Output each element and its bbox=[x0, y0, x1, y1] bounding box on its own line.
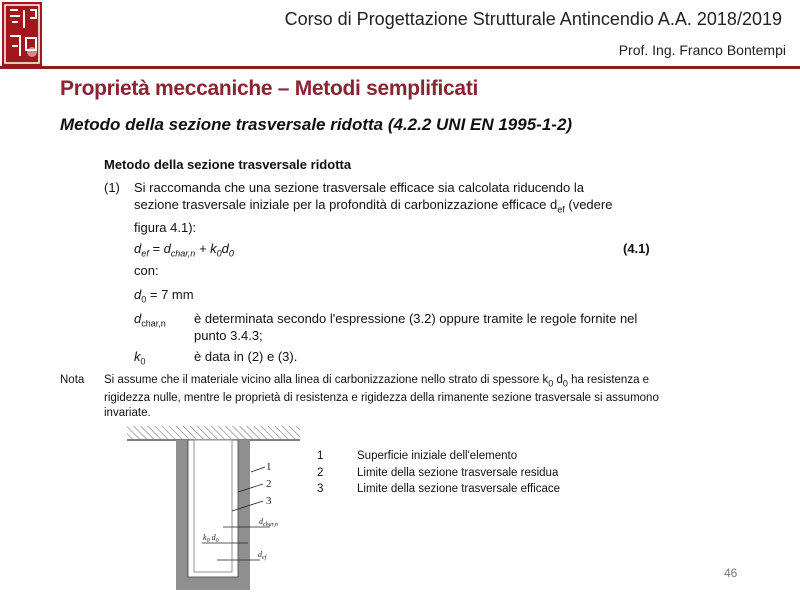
professor-name: Prof. Ing. Franco Bontempi bbox=[618, 42, 786, 58]
figure-label-2: 2 bbox=[266, 478, 272, 490]
legend-item bbox=[317, 465, 560, 482]
line: è determinata secondo l'espressione (3.2) oppure tramite le regole fornite nel bbox=[194, 311, 638, 326]
text: sezione trasversale iniziale per la profondità di carbonizzazione efficace d bbox=[134, 197, 558, 212]
s: char,n bbox=[141, 318, 166, 329]
slide-title: Proprietà meccaniche – Metodi semplificati bbox=[60, 77, 479, 100]
slide-subtitle: Metodo della sezione trasversale ridotta (4.2.2 UNI EN 1995-1-2) bbox=[60, 115, 573, 134]
s: char,n bbox=[170, 248, 196, 259]
t: d bbox=[553, 374, 563, 386]
effective-section bbox=[194, 440, 232, 572]
s: 0 bbox=[141, 294, 147, 305]
t: d bbox=[134, 287, 142, 302]
dchar-definition bbox=[194, 310, 664, 344]
t: Limite della sezione trasversale efficace bbox=[357, 483, 561, 495]
support-hatch bbox=[127, 426, 300, 439]
p1-line bbox=[134, 196, 659, 219]
page-number: 46 bbox=[724, 566, 738, 580]
note-text bbox=[104, 373, 674, 421]
k0-definition: è data in (2) e (3). bbox=[194, 349, 298, 364]
s: 0 bbox=[140, 356, 146, 367]
line bbox=[104, 373, 674, 391]
university-seal-logo bbox=[2, 2, 42, 66]
header-rule bbox=[0, 66, 800, 69]
t: + k bbox=[195, 241, 217, 256]
s: 0 bbox=[215, 538, 219, 544]
k0-symbol bbox=[134, 348, 146, 371]
t: Limite della sezione trasversale residua bbox=[357, 466, 559, 479]
s: 0 bbox=[228, 248, 234, 259]
n: 1 bbox=[317, 450, 324, 462]
t: Si assume che il materiale vicino alla linea di carbonizzazione nello strato di spessore k bbox=[104, 374, 549, 386]
t: = d bbox=[148, 241, 171, 256]
s: ef bbox=[141, 248, 149, 259]
s: 0 bbox=[548, 378, 554, 389]
dchar-symbol bbox=[134, 310, 166, 333]
t: Superficie iniziale dell'elemento bbox=[357, 450, 518, 462]
equation-4-1 bbox=[134, 240, 234, 263]
legend-item bbox=[317, 481, 560, 498]
equation-number: (4.1) bbox=[623, 241, 650, 256]
t: = 7 mm bbox=[146, 287, 194, 302]
text: (vedere bbox=[564, 197, 613, 212]
t: d bbox=[211, 533, 216, 542]
t: d bbox=[258, 550, 262, 559]
line: punto 3.4.3; bbox=[194, 328, 263, 343]
s: 0 bbox=[216, 248, 222, 259]
n: 3 bbox=[317, 483, 324, 495]
figure-label-3: 3 bbox=[266, 495, 272, 507]
t: k bbox=[134, 349, 141, 364]
sub: ef bbox=[557, 204, 565, 215]
n: 2 bbox=[317, 466, 324, 479]
p1-line: figura 4.1): bbox=[134, 219, 197, 235]
s: char,n bbox=[263, 522, 278, 528]
t: d bbox=[134, 311, 142, 326]
d0-definition bbox=[134, 286, 194, 309]
s: ef bbox=[262, 555, 267, 561]
figure-label-1: 1 bbox=[266, 461, 272, 473]
con-label: con: bbox=[134, 263, 159, 278]
paragraph-1 bbox=[134, 179, 659, 236]
dchar-label bbox=[259, 517, 278, 528]
t: d bbox=[221, 241, 229, 256]
note-label: Nota bbox=[60, 374, 85, 386]
t: d bbox=[259, 517, 263, 526]
paragraph-number: (1) bbox=[104, 180, 120, 195]
course-title: Corso di Progettazione Strutturale Antincendio A.A. 2018/2019 bbox=[284, 9, 782, 29]
line: rigidezza nulle, mentre le proprietà di resistenza e rigidezza della rimanente sezione trasversale si assumono bbox=[104, 392, 659, 405]
def-label bbox=[258, 550, 268, 561]
figure-4-1-diagram bbox=[120, 420, 310, 600]
s: 0 bbox=[562, 378, 568, 389]
t: k bbox=[203, 533, 207, 542]
s: 0 bbox=[206, 538, 210, 544]
t: ha resistenza e bbox=[567, 374, 650, 386]
t: d bbox=[134, 241, 142, 256]
p1-line: Si raccomanda che una sezione trasversale efficace sia calcolata riducendo la bbox=[134, 180, 584, 195]
figure-legend bbox=[317, 448, 560, 498]
legend-item bbox=[317, 448, 560, 465]
section-heading: Metodo della sezione trasversale ridotta bbox=[104, 157, 352, 172]
line: invariate. bbox=[104, 407, 151, 420]
